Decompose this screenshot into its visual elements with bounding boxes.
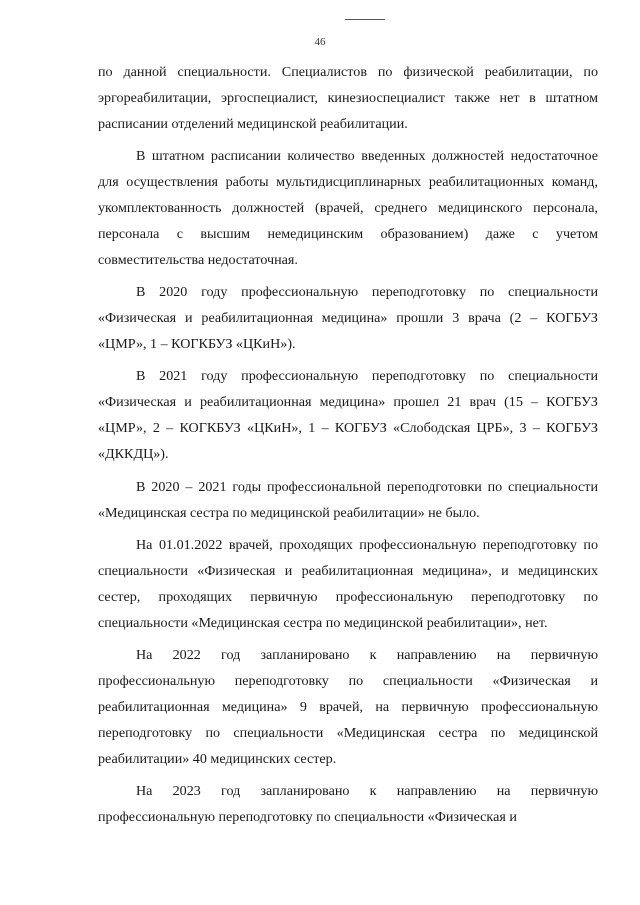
document-body <box>98 60 598 837</box>
paragraph-nurse-retraining: В 2020 – 2021 годы профессиональной переподготовки по специальности «Медицинская сестра по медицинской реабилитации» не было. <box>98 478 598 521</box>
paragraph-2022-plan: На 2022 год запланировано к направлению на первичную профессиональную переподготовку по специальности «Физическая и реабилитационная медицина» 9 врачей, на первичную профессиональную переподготовку по специальности «Медицинская сестра по медицинской реабилитации» 40 медицинских сестер. <box>98 647 598 767</box>
paragraph-staffing: В штатном расписании количество введенных должностей недостаточное для осуществления работы мультидисциплинарных реабилитационных команд, укомплектованность должностей (врачей, среднего медицинского персонала, персонала с высшим немедицинским образованием) даже с учетом совместительства недостаточная. <box>98 148 598 268</box>
paragraph-2022-status: На 01.01.2022 врачей, проходящих профессиональную переподготовку по специальности «Физическая и реабилитационная медицина», и медицинских сестер, проходящих первичную профессиональную переподготовку по специальности «Медицинская сестра по медицинской реабилитации», нет. <box>98 536 598 631</box>
paragraph-continuation: по данной специальности. Специалистов по физической реабилитации, по эргореабилитации, эргоспециалист, кинезиоспециалист также нет в штатном расписании отделений медицинской реабилитации. <box>98 64 598 132</box>
page-number: 46 <box>314 36 326 48</box>
paragraph-2021-retraining: В 2021 году профессиональную переподготовку по специальности «Физическая и реабилитационная медицина» прошел 21 врач (15 – КОГБУЗ «ЦМР», 2 – КОГКБУЗ «ЦКиН», 1 – КОГБУЗ «Слободская ЦРБ», 3 – КОГБУЗ «ДККДЦ»). <box>98 368 598 463</box>
header-rule <box>345 19 385 20</box>
paragraph-2020-retraining: В 2020 году профессиональную переподготовку по специальности «Физическая и реабилитационная медицина» прошли 3 врача (2 – КОГБУЗ «ЦМР», 1 – КОГКБУЗ «ЦКиН»). <box>98 284 598 353</box>
paragraph-2023-plan: На 2023 год запланировано к направлению на первичную профессиональную переподготовку по специальности «Физическая и <box>98 783 598 825</box>
